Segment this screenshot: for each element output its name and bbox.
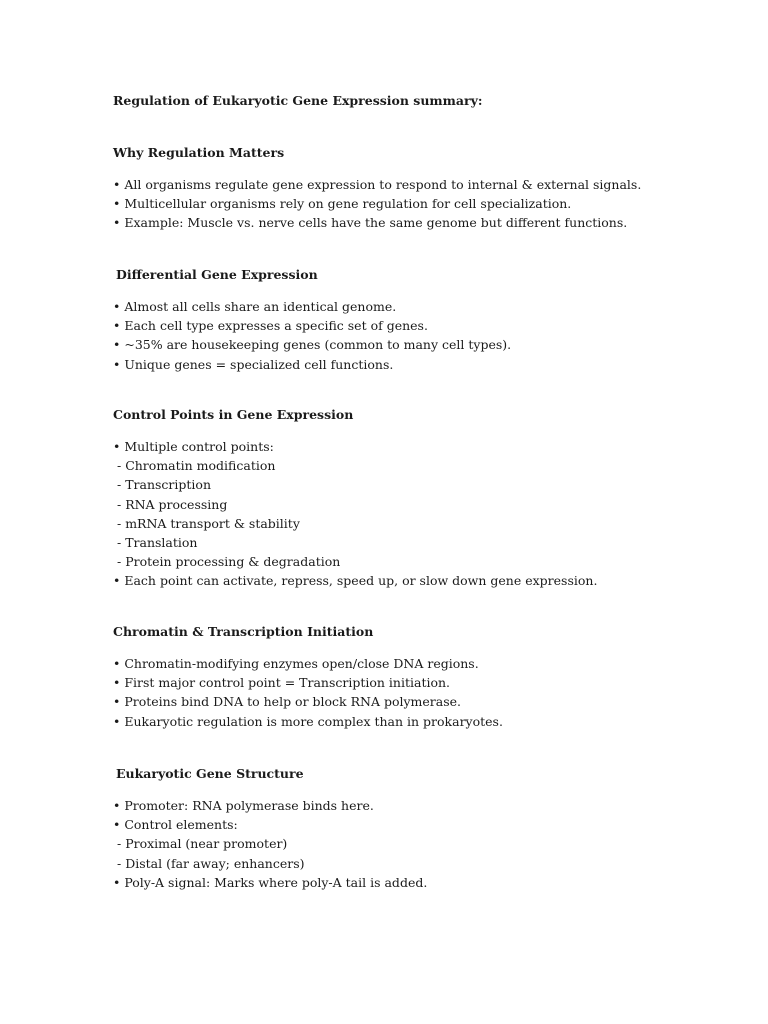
bullet-item: • Multiple control points: <box>113 439 274 454</box>
bullet-item: • First major control point = Transcription initiation. <box>113 675 451 691</box>
section-chromatin-transcription <box>113 622 733 731</box>
sub-item: - Chromatin modification <box>117 458 276 474</box>
bullet-item: • Almost all cells share an identical genome. <box>113 299 397 314</box>
sub-item: - Distal (far away; enhancers) <box>117 855 305 871</box>
bullet-item: • Unique genes = specialized cell functions. <box>113 356 394 372</box>
bullet-item: • ~35% are housekeeping genes (common to many cell types). <box>113 337 512 353</box>
sub-item: - Protein processing & degradation <box>117 554 341 570</box>
bullet-item: • Chromatin-modifying enzymes open/close DNA regions. <box>113 656 479 671</box>
section-heading: Chromatin & Transcription Initiation <box>113 624 374 639</box>
bullet-item: • Each cell type expresses a specific set of genes. <box>113 318 428 334</box>
section-control-points <box>113 405 733 591</box>
section-heading: Differential Gene Expression <box>116 267 318 282</box>
section-heading: Why Regulation Matters <box>113 145 285 160</box>
sub-item: - Proximal (near promoter) <box>117 836 288 852</box>
document-title: Regulation of Eukaryotic Gene Expression summary: <box>113 93 483 108</box>
bullet-item: • All organisms regulate gene expression to respond to internal & external signals. <box>113 177 642 192</box>
bullet-item: • Proteins bind DNA to help or block RNA polymerase. <box>113 694 461 710</box>
bullet-item: • Promoter: RNA polymerase binds here. <box>113 798 374 813</box>
section-eukaryotic-gene-structure <box>113 764 733 892</box>
bullet-item: • Each point can activate, repress, speed up, or slow down gene expression. <box>113 573 598 589</box>
bullet-item: • Multicellular organisms rely on gene regulation for cell specialization. <box>113 196 572 212</box>
section-why-regulation-matters <box>113 143 733 233</box>
sub-item: - Translation <box>117 534 198 550</box>
sub-item: - Transcription <box>117 477 212 493</box>
sub-item: - mRNA transport & stability <box>117 515 300 531</box>
section-heading: Control Points in Gene Expression <box>113 407 354 422</box>
bullet-item: • Poly-A signal: Marks where poly-A tail is added. <box>113 874 428 890</box>
sub-item: - RNA processing <box>117 496 228 512</box>
section-heading: Eukaryotic Gene Structure <box>116 766 304 781</box>
bullet-item: • Control elements: <box>113 817 238 833</box>
bullet-item: • Eukaryotic regulation is more complex than in prokaryotes. <box>113 713 503 729</box>
section-differential-gene-expression <box>113 265 733 374</box>
bullet-item: • Example: Muscle vs. nerve cells have the same genome but different functions. <box>113 215 628 231</box>
